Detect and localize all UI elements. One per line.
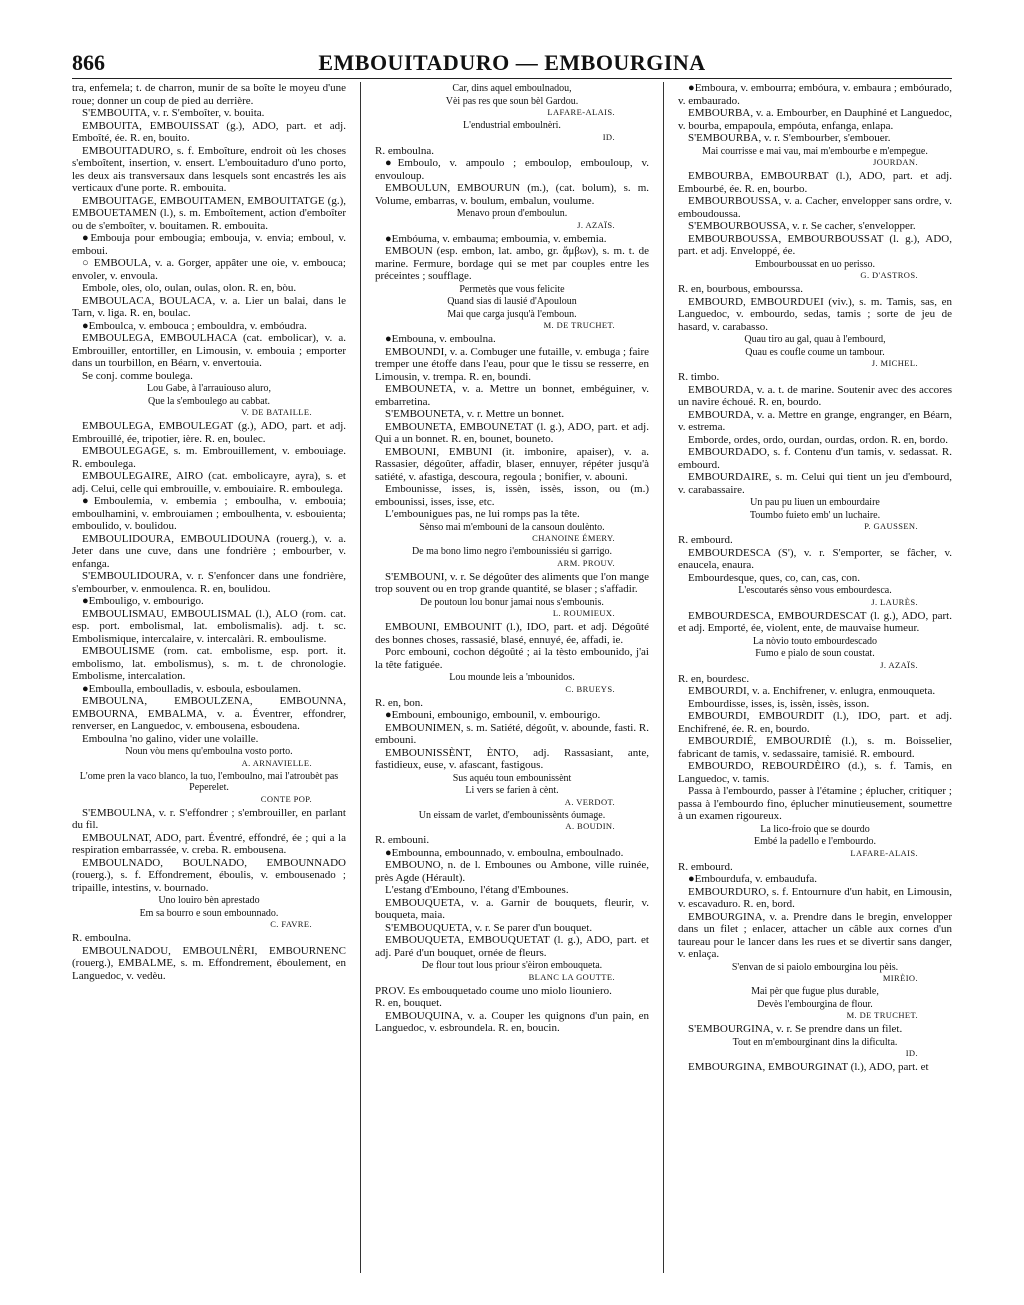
quotation-line: Sènso mai m'embouni de la cansoun doulènto.: [419, 521, 605, 533]
quotation-line: Quand sias di lausié d'Apouloun: [447, 296, 577, 307]
dictionary-entry: R. embourd.: [678, 860, 733, 873]
quotation-line: Car, dins aquel emboulnadou,: [452, 83, 572, 94]
quotation-author: J. LAURÈS.: [871, 596, 918, 607]
dictionary-entry: EMBOURDAIRE, s. m. Celui qui tient un jeu d'embourd, v. carabassaire.: [678, 471, 952, 496]
dictionary-entry: ●Emboulla, emboulladis, v. esboula, esboulamen.: [82, 682, 301, 695]
dictionary-entry: Embole, oles, olo, oulan, oulas, olon. R. en, bòu.: [82, 282, 297, 294]
quotation-line: De poutoun lou bonur jamai nous s'embounis.: [420, 596, 604, 608]
dictionary-entry: EMBOURBA, v. a. Embourber, en Dauphiné et Languedoc, v. bourba, empapoula, empóuta, enfanga, enlapa.: [678, 107, 952, 132]
dictionary-entry: EMBOULEGA, EMBOULHACA (cat. embolicar), v. a. Embrouiller, entortiller, en Limousin, v. embouia ; emporter dans un tourbillon, en Béarn, v. envertouia.: [72, 332, 346, 369]
dictionary-entry: EMBOURDA, v. a. Mettre en grange, engranger, en Béarn, v. estrema.: [678, 408, 952, 433]
dictionary-entry: EMBOULISMAU, EMBOULISMAL (l.), ALO (rom. cat. esp. port. embolismal, lat. embolismalis). adj. t. sc. Embolismique, intercalaire, v. intercalàri. R. emboulisme.: [72, 607, 346, 645]
quotation-author: BLANC LA GOUTTE.: [528, 971, 615, 982]
dictionary-entry: L'embounigues pas, ne lui romps pas la tête.: [385, 508, 580, 520]
dictionary-entry: EMBOULIDOURA, EMBOULIDOUNA (rouerg.), v. a. Jeter dans une cuve, dans une fondrière ; embourber, v. enfanga.: [72, 532, 346, 570]
dictionary-entry: EMBOURBA, EMBOURBAT (l.), ADO, part. et adj. Embourbé, ée. R. en, bourbo.: [678, 170, 952, 195]
quotation-author: M. DE TRUCHET.: [846, 1010, 918, 1020]
quotation-line: Menavo proun d'emboulun.: [456, 208, 568, 219]
quotation-author: CONTE POP.: [260, 793, 312, 804]
dictionary-entry: EMBOUQUETA, v. a. Garnir de bouquets, fleurir, v. bouqueta, maia.: [375, 896, 649, 921]
dictionary-entry: ○ EMBOULA, v. a. Gorger, appâter une oie, v. embouca; envoler, v. envoula.: [72, 257, 346, 282]
dictionary-entry: S'EMBOULIDOURA, v. r. S'enfoncer dans une fondrière, s'embourber, v. enmoulenca. R. en, boulidou.: [72, 570, 346, 595]
column-3: [678, 82, 952, 1273]
dictionary-entry: EMBOURDURO, s. f. Entournure d'un habit, en Limousin, v. escavaduro. R. en, bord.: [678, 885, 952, 910]
dictionary-entry: EMBOULEGAIRE, AIRO (cat. embolicayre, ayra), s. et adj. Celui, celle qui embrouille, v. embouiaire. R. emboulega.: [72, 470, 346, 495]
dictionary-entry: R. embourd.: [678, 534, 733, 546]
dictionary-entry: Emborde, ordes, ordo, ourdan, ourdas, ordon. R. en, bordo.: [688, 433, 948, 446]
dictionary-entry: EMBOURDO, REBOURDÈIRO (d.), s. f. Tamis, en Languedoc, v. tamis.: [678, 760, 952, 785]
quotation-line: S'envan de si paiolo embourgina lou pèis.: [731, 961, 899, 973]
quotation-author: L. ROUMIEUX.: [552, 608, 615, 618]
dictionary-entry: EMBOURD, EMBOURDUEI (viv.), s. m. Tamis, sas, en Languedoc, v. embourdo, sedas, tamis ; sorte de jeu de hasard, v. carabasso.: [678, 295, 952, 333]
dictionary-entry: S'EMBOULNA, v. r. S'effondrer ; s'embrouiller, en parlant du fil.: [72, 806, 346, 831]
quotation-line: Embé la padello e l'embourdo.: [753, 836, 877, 847]
dictionary-entry: EMBOULEGAGE, s. m. Embrouillement, v. embouiage. R. emboulega.: [72, 445, 346, 470]
dictionary-entry: tra, enfemela; t. de charron, munir de sa boîte le moyeu d'une roue; donner un coup de pied au derrière.: [72, 82, 346, 107]
dictionary-entry: ●Embounna, embounnado, v. emboulna, emboulnado.: [385, 846, 624, 859]
dictionary-entry: EMBOULACA, BOULACA, v. a. Lier un balai, dans le Tarn, v. liga. R. en, boulac.: [72, 294, 346, 319]
dictionary-entry: R. timbo.: [678, 371, 720, 383]
quotation-author: M. DE TRUCHET.: [543, 320, 615, 330]
dictionary-entry: S'EMBOURBOUSSA, v. r. Se cacher, s'envelopper.: [688, 220, 916, 232]
dictionary-entry: S'EMBOUNI, v. r. Se dégoûter des aliments que l'on mange trop souvent ou en trop grande quantité, se blaser ; s'affadir.: [375, 570, 649, 595]
dictionary-entry: S'EMBOUQUETA, v. r. Se parer d'un bouquet.: [385, 921, 593, 934]
page-number: 866: [72, 50, 105, 75]
column-1: [72, 82, 346, 1273]
quotation-author: ID.: [602, 131, 615, 142]
quotation-author: C. FAVRE.: [270, 919, 312, 929]
quotation-line: Un eissam de varlet, d'embounissènts óumage.: [418, 809, 606, 821]
quotation-author: J. AZAÏS.: [880, 659, 918, 670]
dictionary-entry: EMBOULISME (rom. cat. embolisme, esp. port. it. embolismo, lat. embolismus), s. m. t. de chronologie. Embolisme, intercalation.: [72, 645, 346, 682]
dictionary-entry: EMBOUNETA, EMBOUNETAT (l. g.), ADO, part. et adj. Qui a un bonnet. R. en, bounet, bouneto.: [375, 420, 649, 445]
page-title: EMBOUITADURO — EMBOURGINA: [318, 50, 706, 75]
quotation-line: Mai que carga jusqu'à l'emboun.: [447, 308, 577, 320]
dictionary-entry: EMBOUITADURO, s. f. Emboîture, endroit où les choses s'emboîtent, insertion, v. ensert. L'embouitaduro d'uno porto, les deux ais transversaux dans lesquels sont encastrés les ais verticaux d'une porte. R. embouita.: [72, 144, 346, 194]
quotation-line: Tout en m'embourginant dins la dificulta.: [732, 1036, 898, 1048]
dictionary-entry: ●Emboulca, v. embouca ; embouldra, v. embóudra.: [82, 319, 307, 332]
dictionary-entry: EMBOUN (esp. embon, lat. ambo, gr. ἄμβων), s. m. t. de marine. Fermure, bordage qui se met par couples entre les préceintes ; soufflage.: [375, 245, 649, 282]
quotation-line: L'endustrial emboulnèri.: [463, 120, 561, 131]
dictionary-entry: ●Embouni, embounigo, embounil, v. embourigo.: [385, 709, 601, 721]
quotation-author: LAFARE-ALAIS.: [850, 847, 918, 858]
dictionary-entry: EMBOURDESCA (S'), v. r. S'emporter, se fâcher, v. enaucela, enaura.: [678, 546, 952, 571]
quotation-line: Sus aquéu toun embounissènt: [452, 772, 572, 784]
dictionary-entry: S'EMBOUNETA, v. r. Mettre un bonnet.: [385, 408, 565, 420]
dictionary-entry: PROV. Es embouquetado coume uno miolo liouniero.: [375, 984, 612, 997]
dictionary-entry: EMBOUQUETA, EMBOUQUETAT (l. g.), ADO, part. et adj. Paré d'un bouquet, ornée de fleurs.: [375, 934, 649, 959]
quotation-line: Fumo e pialo de soun coustat.: [755, 648, 875, 659]
quotation-line: Permetès que vous felicite: [459, 283, 565, 295]
dictionary-entry: Embourdesque, ques, co, can, cas, con.: [688, 571, 860, 584]
dictionary-entry: EMBOURDA, v. a. t. de marine. Soutenir avec des accores un navire échoué. R. en, bourdo.: [678, 383, 952, 408]
dictionary-entry: R. en, bourdesc.: [678, 672, 750, 685]
dictionary-entry: EMBOURBOUSSA, v. a. Cacher, envelopper sans ordre, v. emboudoussa.: [678, 195, 952, 220]
dictionary-entry: EMBOULNADOU, EMBOULNÈRI, EMBOURNENC (rouerg.), EMBALME, s. m. Effondrement, éboulement, en Languedoc, v. vedèu.: [72, 944, 346, 982]
dictionary-entry: R. en, bon.: [375, 696, 423, 709]
quotation-author: G. D'ASTROS.: [860, 270, 918, 280]
dictionary-entry: EMBOURDI, v. a. Enchifrener, v. enlugra, enmouqueta.: [688, 685, 936, 697]
quotation-line: Lou mounde leis a 'mbounidos.: [449, 672, 575, 683]
quotation-line: La nòvio touto embourdescado: [752, 635, 878, 647]
dictionary-entry: EMBOUQUINA, v. a. Couper les quignons d'un pain, en Languedoc, v. esbroundela. R. en, boucin.: [375, 1009, 649, 1034]
page-header: [72, 48, 952, 79]
dictionary-entry: ●Emboulemia, v. embemia ; emboulha, v. embouia; emboulhamini, v. embrouiamen ; emboulhenta, v. esbouienta; emboulido, v. boulidou.: [72, 495, 346, 532]
dictionary-entry: R. emboulna.: [375, 144, 434, 157]
quotation-author: J. AZAÏS.: [577, 219, 615, 230]
dictionary-entry: EMBOURDI, EMBOURDIT (l.), IDO, part. et adj. Enchifrené, ée. R. en, bourdo.: [678, 710, 952, 735]
quotation-line: Embourboussat en uo perisso.: [755, 258, 875, 270]
quotation-line: Em sa bourro e soun embounnado.: [139, 907, 279, 919]
dictionary-entry: R. en, bourbous, embourssa.: [678, 283, 803, 295]
quotation-line: Noun vòu mens qu'emboulna vosto porto.: [125, 746, 293, 757]
dictionary-entry: R. en, bouquet.: [375, 997, 442, 1009]
dictionary-entry: R. emboulna.: [72, 932, 131, 944]
quotation-line: Devès l'embourgina de flour.: [757, 998, 873, 1010]
dictionary-entry: EMBOUNI, EMBUNI (it. imbonire, apaiser), v. a. Rassasier, dégoûter, affadir, blaser, ennuyer, répéter jusqu'à satiété, v. afastiga, descoura, regoula ; bonifier, v. abouni.: [375, 445, 649, 483]
dictionary-entry: EMBOULNA, EMBOULZENA, EMBOUNNA, EMBOURNA, EMBALMA, v. a. Éventrer, effondrer, renverser, en Languedoc, v. embousena, esboudena.: [72, 695, 346, 732]
dictionary-entry: EMBOUITA, EMBOUISSAT (g.), ADO, part. et adj. Emboîté, ée. R. en, bouito.: [72, 119, 346, 144]
quotation-line: Quau es coufle coume un tambour.: [745, 346, 885, 358]
quotation-line: Lou Gabe, à l'arrauiouso aluro,: [147, 383, 271, 394]
quotation-line: De flour tout lous priour s'èiron embouqueta.: [421, 960, 603, 971]
quotation-line: L'ome pren la vaco blanco, la tuo, l'emboulno, mai l'atroubèt pas Peperelet.: [79, 770, 339, 793]
dictionary-entry: ●Emboura, v. embourra; embóura, v. embaura ; embóurado, v. embaurado.: [678, 82, 952, 107]
dictionary-entry: EMBOULUN, EMBOURUN (m.), (cat. bolum), s. m. Volume, embarras, v. boulum, embalun, voulume.: [375, 182, 649, 207]
quotation-author: ID.: [905, 1048, 918, 1058]
dictionary-entry: EMBOULNADO, BOULNADO, EMBOUNNADO (rouerg.), s. f. Effondrement, éboulis, v. embousenado ; tripaille, intestins, v. bournado.: [72, 856, 346, 894]
quotation-author: C. BRUEYS.: [565, 683, 615, 694]
quotation-author: LAFARE-ALAIS.: [547, 107, 615, 117]
dictionary-entry: ●Emboulo, v. ampoulo ; emboulop, embouloup, v. envouloup.: [375, 157, 649, 182]
dictionary-entry: EMBOURGINA, v. a. Prendre dans le bregin, envelopper dans un filet ; enlacer, attacher un câble aux cornes d'un taureau pour le lancer dans les rues et se divertir sans danger, v. enlaça.: [678, 910, 952, 960]
quotation-line: Quau tiro au gal, quau à l'embourd,: [744, 334, 886, 345]
dictionary-entry: Se conj. comme boulega.: [82, 369, 193, 382]
quotation-author: MIRÈIO.: [882, 973, 918, 983]
dictionary-entry: Emboulna 'no galino, vider une volaille.: [82, 732, 259, 745]
quotation-author: A. ARNAVIELLE.: [241, 757, 312, 768]
quotation-author: A. VERDOT.: [564, 796, 615, 807]
quotation-line: L'escoutarés sènso vous embourdesca.: [738, 585, 892, 596]
dictionary-entry: ●Embóuma, v. embauma; emboumia, v. embemia.: [385, 232, 607, 245]
quotation-author: V. DE BATAILLE.: [241, 407, 312, 417]
quotation-line: Li vers se farien à cènt.: [465, 785, 559, 796]
dictionary-entry: EMBOURBOUSSA, EMBOURBOUSSAT (l. g.), ADO, part. et adj. Enveloppé, ée.: [678, 232, 952, 257]
quotation-author: CHANOINE ÉMERY.: [532, 533, 615, 543]
quotation-line: De ma bono limo negro i'embounissiéu si garrigo.: [411, 546, 613, 557]
quotation-line: Uno louiro bèn aprestado: [158, 895, 260, 906]
dictionary-entry: EMBOUITAGE, EMBOUITAMEN, EMBOUITATGE (g.), EMBOUETAMEN (l.), s. m. Emboîtement, action d'emboîter ou de s'emboîter, v. bouitamen. R. embouita.: [72, 194, 346, 232]
quotation-line: Un pau pu liuen un embourdaire: [750, 497, 880, 508]
column-divider: [360, 82, 361, 1273]
dictionary-entry: L'estang d'Embouno, l'étang d'Embounes.: [385, 884, 569, 896]
dictionary-entry: Passa à l'embourdo, passer à l'étamine ; éplucher, critiquer ; passa à l'embourdo fino, éplucher minutieusement, soumettre à un examen rigoureux.: [678, 785, 952, 822]
quotation-author: P. GAUSSEN.: [864, 521, 918, 531]
dictionary-entry: EMBOURGINA, EMBOURGINAT (l.), ADO, part. et: [688, 1061, 929, 1073]
dictionary-entry: ●Embouna, v. emboulna.: [385, 333, 496, 345]
quotation-line: La lico-froio que se dourdo: [760, 823, 870, 835]
quotation-line: Mai courrisse e mai vau, mai m'embourbe e m'empegue.: [702, 145, 928, 157]
dictionary-entry: Embounisse, isses, is, issèn, issès, isson, ou (m.) embounissi, isses, isse, etc.: [375, 483, 649, 508]
quotation-line: Que la s'emboulego au cabbat.: [147, 395, 271, 407]
quotation-author: ARM. PROUV.: [557, 557, 615, 568]
dictionary-entry: EMBOUNISSÈNT, ÈNTO, adj. Rassasiant, ante, fastidieux, euse, v. afascant, fastigous.: [375, 746, 649, 771]
quotation-author: J. MICHEL.: [871, 358, 918, 368]
dictionary-entry: EMBOURDESCA, EMBOURDESCAT (l. g.), ADO, part. et adj. Emporté, ée, violent, ente, de mauvaise humeur.: [678, 609, 952, 634]
dictionary-entry: Porc embouni, cochon dégoûté ; ai la tèsto embounido, j'ai la tête fatiguée.: [375, 646, 649, 671]
dictionary-entry: EMBOULNAT, ADO, part. Éventré, effondré, ée ; qui a la respiration embarrassée, v. creba. R. embousena.: [72, 831, 346, 856]
quotation-line: Vèi pas res que soun bèl Gardou.: [445, 95, 579, 107]
dictionary-entry: EMBOURDIÉ, EMBOURDIÈ (l.), s. m. Boisselier, fabricant de tamis, v. sedassaire, tamisié. R. embourd.: [678, 735, 952, 760]
dictionary-entry: EMBOUNETA, v. a. Mettre un bonnet, embéguiner, v. embarretina.: [375, 383, 649, 408]
dictionary-entry: S'EMBOUITA, v. r. S'emboîter, v. bouita.: [82, 107, 265, 119]
dictionary-entry: Embourdisse, isses, is, issèn, issès, isson.: [688, 697, 870, 710]
dictionary-entry: R. embouni.: [375, 834, 430, 846]
text-columns: [72, 82, 952, 1273]
dictionary-entry: EMBOUNI, EMBOUNIT (l.), IDO, part. et adj. Dégoûté des bonnes choses, rassasié, blasé, ennuyé, ée, affadi, ie.: [375, 621, 649, 646]
quotation-line: Mai pèr que fugue plus durable,: [751, 986, 879, 997]
dictionary-entry: EMBOUNDI, v. a. Combuger une futaille, v. embuga ; faire tremper une étoffe dans l'eau, pour que le tissu se resserre, en Limousin, v. trempa. R. en, boundi.: [375, 345, 649, 383]
dictionary-entry: EMBOUNIMEN, s. m. Satiété, dégoût, v. abounde, fasti. R. embouni.: [375, 721, 649, 746]
dictionary-entry: EMBOUNO, n. de l. Embounes ou Ambone, ville ruinée, près Agde (Hérault).: [375, 859, 649, 884]
column-divider: [663, 82, 664, 1273]
dictionary-entry: S'EMBOURGINA, v. r. Se prendre dans un filet.: [688, 1023, 903, 1035]
dictionary-entry: ●Embouja pour embougia; embouja, v. envia; emboul, v. emboui.: [72, 232, 346, 257]
dictionary-entry: S'EMBOURBA, v. r. S'embourber, s'embouer.: [688, 132, 891, 144]
dictionary-page: [72, 48, 952, 1273]
quotation-author: A. BOUDIN.: [565, 821, 615, 831]
dictionary-entry: EMBOULEGA, EMBOULEGAT (g.), ADO, part. et adj. Embrouillé, ée, tripotier, ière. R. en, boulec.: [72, 420, 346, 445]
dictionary-entry: ●Embourdufa, v. embaudufa.: [688, 873, 818, 885]
column-2: [375, 82, 649, 1273]
quotation-line: Toumbo fuieto emb' un luchaire.: [749, 509, 881, 521]
quotation-author: JOURDAN.: [873, 157, 918, 167]
dictionary-entry: ●Embouligo, v. embourigo.: [82, 595, 204, 607]
dictionary-entry: EMBOURDADO, s. f. Contenu d'un tamis, v. sedassat. R. embourd.: [678, 446, 952, 471]
